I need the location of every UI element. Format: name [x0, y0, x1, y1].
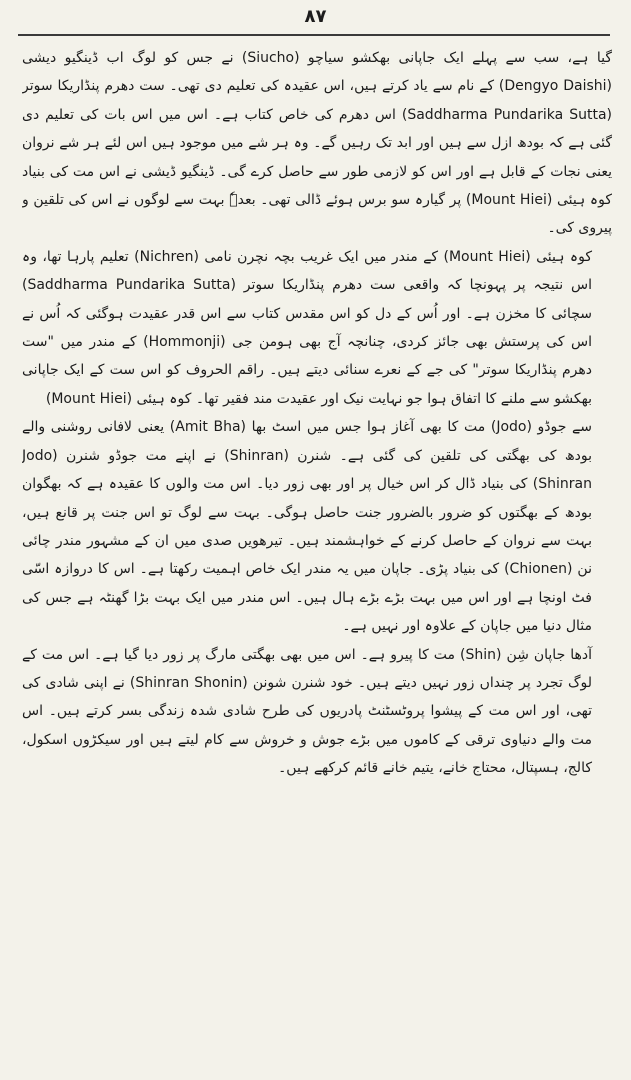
header-rule — [18, 34, 610, 36]
paragraph-4: آدھا جاپان شِن (Shin) مت کا پیرو ہے۔ اس میں بھی بھگتی مارگ پر زور دیا گیا ہے۔ اس مت کے لوگ تجرد پر چنداں زور نہیں دیتے ہیں۔ خود شنرن شونن (Shinran Shonin) نے اپنی شادی کی تھی، اور اس مت کے پیشوا پروٹسٹنٹ پادریوں کی طرح شادی شدہ زندگی بسر کرتے ہیں۔ اس مت والے دنیاوی ترقی کے کاموں میں بڑے جوش و خروش سے کام لیتے ہیں اور سیکڑوں اسکول، کالج، ہسپتال، محتاج خانے، یتیم خانے قائم کرکھے ہیں۔ — [22, 646, 592, 777]
paragraph-3: سے جوڈو (Jodo) مت کا بھی آغاز ہوا جس میں اسٹ بھا (Amit Bha) یعنی لافانی روشنی والے بودھ کی بھگتی کی تلقین کی گئی ہے۔ شنرن (Shinran) نے اپنے مت جوڈو شنرن (Jodo Shinran) کی بنیاد ڈال کر اس خیال پر اور بھی زور دیا۔ اس مت والوں کا عقیدہ ہے کہ بھگوان بودھ کے بھگتوں کو ضرور بالضرور جنت حاصل ہوگی۔ بہت سے لوگ تو اس جنت پر قانع ہیں، بہت سے نروان کے حاصل کرنے کے خواہشمند ہیں۔ تیرھویں صدی میں ان کے مشہور مندر چائی نن (Chionen) کی بنیاد پڑی۔ جاپان میں یہ مندر ایک خاص اہمیت رکھتا ہے۔ اس کا دروازہ اسّی فٹ اونچا ہے اور اس میں بہت بڑے بڑے ہال ہیں۔ اس مندر میں ایک بہت بڑا گھنٹہ ہے جس کی مثال دنیا میں جاپان کے علاوہ اور نہیں ہے۔ — [22, 419, 592, 635]
page-number: ٨٧ — [304, 6, 327, 27]
page-body — [22, 44, 612, 1074]
paragraph-2: کوہ ہیئی (Mount Hiei) کے مندر میں ایک غریب بچہ نچرن نامی (Nichren) تعلیم پارہا تھا، وہ اس نتیجہ پر پہونچا کہ واقعی ست دھرم پنڈاریکا سوتر (Saddharma Pundarika Sutta) سچائی کا مخزن ہے۔ اور اُس کے دل کو اس مقدس کتاب سے اس قدر عقیدت ہوگئی کہ اُس نے اس کی پرستش بھی جائز کردی، چنانچہ آج بھی ہومن جی (Hommonji) کے مندر میں "ست دھرم پنڈاریکا سوتر" کی جے کے نعرے سنائی دیتے ہیں۔ راقم الحروف کو اس ست کے ایک جاپانی بھکشو سے ملنے کا اتفاق ہوا جو نہایت نیک اور عقیدت مند فقیر تھا۔ کوہ ہیئی (Mount Hiei) — [22, 248, 592, 407]
paragraph-1: گیا ہے، سب سے پہلے ایک جاپانی بھکشو سیاچو (Siucho) نے جس کو لوگ اب ڈینگیو دیشی (Dengyo Daishi) کے نام سے یاد کرتے ہیں، اس عقیدہ کی تعلیم دی تھی۔ ست دھرم پنڈاریکا سوتر (Saddharma Pundarika Sutta) اس دھرم کی خاص کتاب ہے۔ اس میں اس بات کی تعلیم دی گئی ہے کہ بودھ ازل سے ہیں اور ابد تک رہیں گے۔ وہ ہر شے میں موجود ہیں اس لئے ہر شے نروان یعنی نجات کے قابل ہے اور اس کو لازمی طور سے حاصل کرے گی۔ ڈینگیو ڈیشی نے اس مت کی بنیاد کوہ ہیئی (Mount Hiei) پر گیارہ سو برس ہوئے ڈالی تھی۔ بعدہٗ بہت سے لوگوں نے اس کی تلقین و پیروی کی۔ — [22, 50, 612, 237]
